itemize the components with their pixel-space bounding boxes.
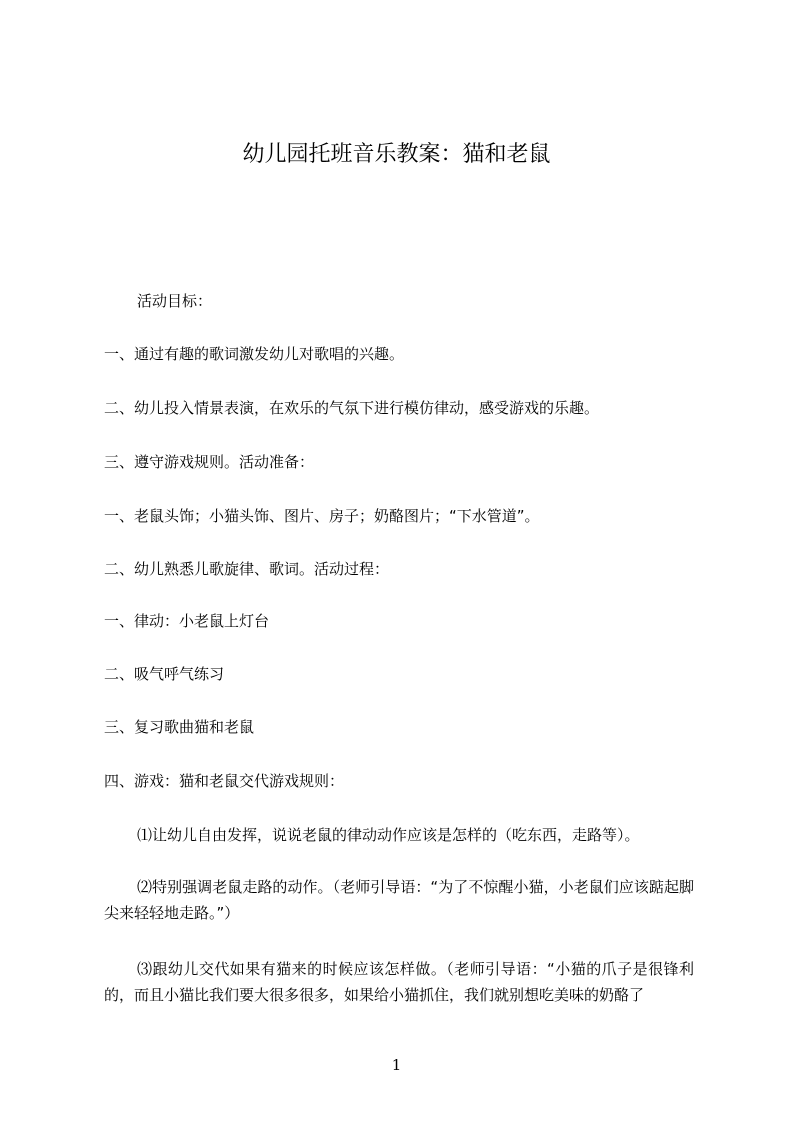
paragraph-goal-1: 一、通过有趣的歌词激发幼儿对歌唱的兴趣。 bbox=[104, 345, 405, 363]
paragraph-process-4-game-rules: 四、游戏：猫和老鼠交代游戏规则： bbox=[104, 772, 345, 790]
paragraph-process-3: 三、复习歌曲猫和老鼠 bbox=[104, 718, 255, 736]
paragraph-rule-2: ⑵特别强调老鼠走路的动作。（老师引导语：“为了不惊醒小猫，小老鼠们应该踮起脚尖来轻轻地走路。”） bbox=[104, 878, 694, 922]
paragraph-preparation-1: 一、老鼠头饰；小猫头饰、图片、房子；奶酪图片；“下水管道”。 bbox=[104, 507, 540, 525]
paragraph-rule-1: ⑴让幼儿自由发挥，说说老鼠的律动动作应该是怎样的（吃东西，走路等）。 bbox=[137, 826, 640, 844]
paragraph-process-1: 一、律动：小老鼠上灯台 bbox=[104, 612, 270, 630]
paragraph-process-2: 二、吸气呼气练习 bbox=[104, 665, 225, 683]
paragraph-rule-3: ⑶跟幼儿交代如果有猫来的时候应该怎样做。（老师引导语：“小猫的爪子是很锋利的，而且小猫比我们要大很多很多，如果给小猫抓住，我们就别想吃美味的奶酪了 bbox=[104, 960, 694, 1004]
paragraph-goal-3-and-preparation: 三、遵守游戏规则。活动准备： bbox=[104, 453, 315, 471]
paragraph-preparation-2-and-process: 二、幼儿熟悉儿歌旋律、歌词。活动过程： bbox=[104, 560, 390, 578]
paragraph-activity-goals-heading: 活动目标： bbox=[137, 292, 213, 310]
paragraph-goal-2: 二、幼儿投入情景表演，在欢乐的气氛下进行模仿律动，感受游戏的乐趣。 bbox=[104, 399, 600, 417]
document-title: 幼儿园托班音乐教案：猫和老鼠 bbox=[242, 142, 551, 167]
page-number: 1 bbox=[391, 1056, 402, 1074]
